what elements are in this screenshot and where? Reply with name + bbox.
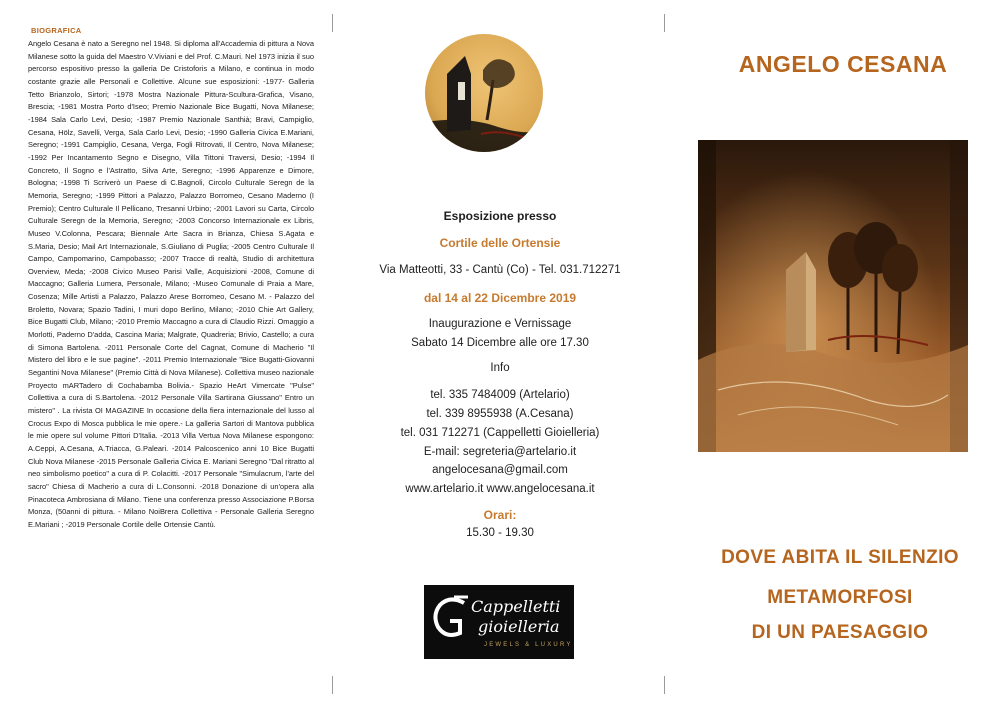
cover-title-line-1: DOVE ABITA IL SILENZIO	[721, 547, 959, 568]
fold-mark-left-bottom	[332, 676, 333, 694]
artwork-circle-image	[425, 34, 543, 152]
contact-email: angelocesana@gmail.com	[432, 464, 568, 476]
fold-mark-right-top	[664, 14, 665, 32]
biography-panel	[28, 26, 314, 686]
opening-date: Sabato 14 Dicembre alle ore 17.30	[411, 337, 589, 349]
biography-text: Angelo Cesana è nato a Seregno nel 1948. Si diploma all'Accademia di pittura a Nova Milanese sotto la guida del Maestro V.Viviani e del Prof. C.Mauri. Nel 1973 inizia il suo percorso espositivo presso la galleria De Cristoforis a Milano, e continua in modo costante grazie alle Personali e Collettive. Alcune sue esposizioni: -1977- Galleria Tetto Brianzolo, Sirtori; -1978 Mostra Nazionale Pittura-Scultura-Grafica, Visano, Brescia; -1981 Mostra Porto d'Iseo; Premio Nazionale Bice Bugatti, Nova Milanese; -1984 Sala Carlo Levi, Desio; -1987 Premio Nazionale Santhià; Bravi, Campiglio, Cesana, Hölz, Savelli, Verga, Sala Carlo Levi, Desio; -1990 Galleria Civica E.Mariani, Seregno; -1991 Campiglio, Cesana, Verga, Fogli Ritrovati, Il Centro, Nova Milanese; -1992 Per Incantamento Segno e Disegno, Villa Tittoni Traversi, Desio; -1994 Il Concreto, Il Sogno e l'Astratto, Silva Arte, Seregno; -1996 Apparenze e Dimore, Bologna; -1998 Ti Scriverò un Paese di C.Bagnoli, Circolo Culturale Seregn de la Memoria, Seregno; -1999 Pittori a Palazzo, Palazzo Borromeo, Cesano Maderno (I Premio); Centro Culturale Il Pellicano, Tresanni Urbino; -2001 Lavori su Carta, Circolo Culturale Seregn de la Memoria, Seregno; -2003 Concorso Internazionale ex Libris, Museo V.Colonna, Pescara; Biennale Arte Sacra in Brianza, Chiesa S.Agata e S.Maria, Desio; Mail Art Internazionale, S.Giuliano di Puglia; -2005 Centro Culturale Il Campo, Campomarino, Campobasso; -2007 Tracce di realtà, Studio di architettura Overview, Meda; -2008 Civico Museo Parisi Valle, Acquisizioni -2008, Comune di Maccagno; Galleria Lumera, Personale, Milano; -Museo Comunale di Praia a Mare, Cosenza; Mille Artisti a Palazzo, Palazzo Arese Borromeo, Cesano M. - Palazzo del Broletto, Novara; Spazio Tadini, I muri dopo Berlino, Milano; -2010 Chie Art Gallery, Bice Bugatti Club, Milano; -2010 Premio Maccagno a cura di Claudio Rizzi. Omaggio a Morlotti, Paderno D'adda, Cascina Maria; Malgrate, Quadreria; Brivio, Castello; a cura di Simona Bartolena. -2011 Personale Corte del Cagnat, Comune di Macherio "Il Mistero del libro e le sue pagine". -2011 Premio Internazionale "Bice Bugatti-Giovanni Segantini Nova Milanese" (Premio Città di Nova Milanese). Collettiva museo nazionale Proyecto mARTadero di Cochabamba Bolivia.- Spazio HeArt Vimercate "Pulse" Collettiva a cura di S.Bartolena. -2012 Personale Villa Sartirana Giussano" Entro un mistero" . La rivista OI MAGAZINE In occasione della fiera internazionale del lusso al Crocus Expo di Mosca pubblica le mie opere.- La galleria Sartori di Mantova pubblica le mie opere sul volume Pittori D'Italia. -2013 Villa Vertua Nova Milanese espongono: A.Ceppi, A.Cesana, A.Triacca, G.Paleari. -2014 Palcoscenico anni 10 Bice Bugatti Club Nova Milanese -2015 Personale Galleria Civica E. Mariani Seregno "Dal ritratto al neo simbolismo poetico" a cura di P. Colacitti. -2017 Personale "Simulacrum, l'arte del sacro" Chiesa di Macherio a cura di L.Consonni. -2018 Donazione di un'opera alla Pinacoteca Ambrosiana di Milano. Tiene una conferenza presso Associazione P.Borsa Monza, (50anni di pittura. - Milano NoiBrera Collettiva - Personale Galleria Seregno E.Mariani ; -2019 Personale Cortile delle Ortensie Cantù.	[28, 39, 314, 529]
biography-heading: BIOGRAFICA	[31, 26, 82, 35]
contact-line: tel. 335 7484009 (Artelario)	[430, 389, 570, 401]
logo-line-1: Cappelletti	[471, 597, 561, 616]
info-label: Info	[490, 362, 510, 374]
logo-tagline: JEWELS & LUXURY	[484, 642, 573, 648]
sponsor-logo	[424, 585, 574, 659]
painting-image	[698, 140, 968, 452]
fold-mark-right-bottom	[664, 676, 665, 694]
contact-websites: www.artelario.it www.angelocesana.it	[405, 483, 595, 495]
logo-line-2: gioielleria	[478, 617, 560, 636]
hours-value: 15.30 - 19.30	[466, 527, 534, 539]
opening-label: Inaugurazione e Vernissage	[428, 318, 572, 330]
venue-address: Via Matteotti, 33 - Cantù (Co) - Tel. 031.712271	[379, 264, 621, 276]
logo-monogram-icon	[430, 593, 472, 643]
fold-mark-left-top	[332, 14, 333, 32]
exhibition-heading: Esposizione presso	[443, 209, 557, 223]
cover-title-line-2: METAMORFOSI	[767, 587, 913, 608]
cover-title-line-3: DI UN PAESAGGIO	[751, 622, 929, 643]
contact-line: tel. 031 712271 (Cappelletti Gioielleria)	[400, 427, 600, 439]
venue-name: Cortile delle Ortensie	[439, 236, 561, 250]
contact-email: E-mail: segreteria@artelario.it	[423, 446, 577, 458]
exhibition-panel	[345, 0, 655, 707]
exhibition-dates: dal 14 al 22 Dicembre 2019	[423, 291, 577, 305]
hours-label: Orari:	[483, 508, 517, 522]
contact-line: tel. 339 8955938 (A.Cesana)	[426, 408, 574, 420]
artist-name: ANGELO CESANA	[738, 51, 948, 77]
